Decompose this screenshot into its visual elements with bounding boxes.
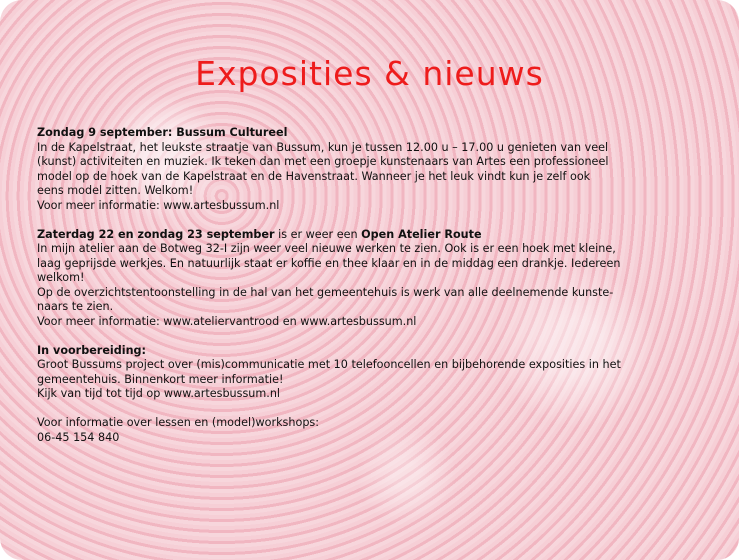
event-in-preparation <box>37 344 707 402</box>
event-info-link: Kijk van tijd tot tijd op www.artesbussum.nl <box>37 387 281 400</box>
event-text-line: In de Kapelstraat, het leukste straatje van Bussum, kun je tussen 12.00 u – 17.00 u genieten van veel <box>37 140 609 154</box>
event-text-line: naars te zien. <box>37 300 114 313</box>
event-text-line: In mijn atelier aan de Botweg 32-I zijn weer veel nieuwe werken te zien. Ook is er een hoek met kleine, <box>37 242 616 255</box>
event-text-line: welkom! <box>37 271 85 284</box>
event-heading <box>37 228 707 243</box>
event-text-line: (kunst) activiteiten en muziek. Ik teken dan met een groepje kunstenaars van Artes een professioneel <box>37 155 609 168</box>
event-text-line: Groot Bussums project over (mis)communicatie met 10 telefooncellen en bijbehorende exposities in het <box>37 358 621 371</box>
spacer <box>37 329 707 344</box>
page-title: Exposities & nieuws <box>195 54 544 93</box>
event-date: Zaterdag 22 en zondag 23 september <box>37 227 275 241</box>
event-text-line: Op de overzichtstentoonstelling in de hal van het gemeentehuis is werk van alle deelnemende kunste- <box>37 285 614 299</box>
event-name: Open Atelier Route <box>361 227 482 241</box>
spacer <box>37 402 707 417</box>
contact-phone: 06-45 154 840 <box>37 430 120 444</box>
event-heading-text: is er weer een <box>274 227 362 241</box>
event-text-line: eens model zitten. Welkom! <box>37 184 194 197</box>
event-open-atelier-route <box>37 228 707 330</box>
event-info-link: Voor meer informatie: www.artesbussum.nl <box>37 198 280 212</box>
event-text-line: laag geprijsde werkjes. En natuurlijk staat er koffie en thee klaar en in de middag een drankje. Iedereen <box>37 256 621 270</box>
event-text-line: gemeentehuis. Binnenkort meer informatie! <box>37 372 284 386</box>
spacer <box>37 213 707 228</box>
contact-text: Voor informatie over lessen en (model)workshops: <box>37 416 320 429</box>
contact-info <box>37 416 707 445</box>
event-heading: In voorbereiding: <box>37 343 147 357</box>
event-info-link: Voor meer informatie: www.ateliervantrood en www.artesbussum.nl <box>37 314 417 328</box>
news-content <box>37 126 707 445</box>
event-bussum-cultureel <box>37 126 707 213</box>
event-text-line: model op de hoek van de Kapelstraat en de Havenstraat. Wanneer je het leuk vindt kun je zelf ook <box>37 169 591 183</box>
event-heading: Zondag 9 september: Bussum Cultureel <box>37 126 288 139</box>
